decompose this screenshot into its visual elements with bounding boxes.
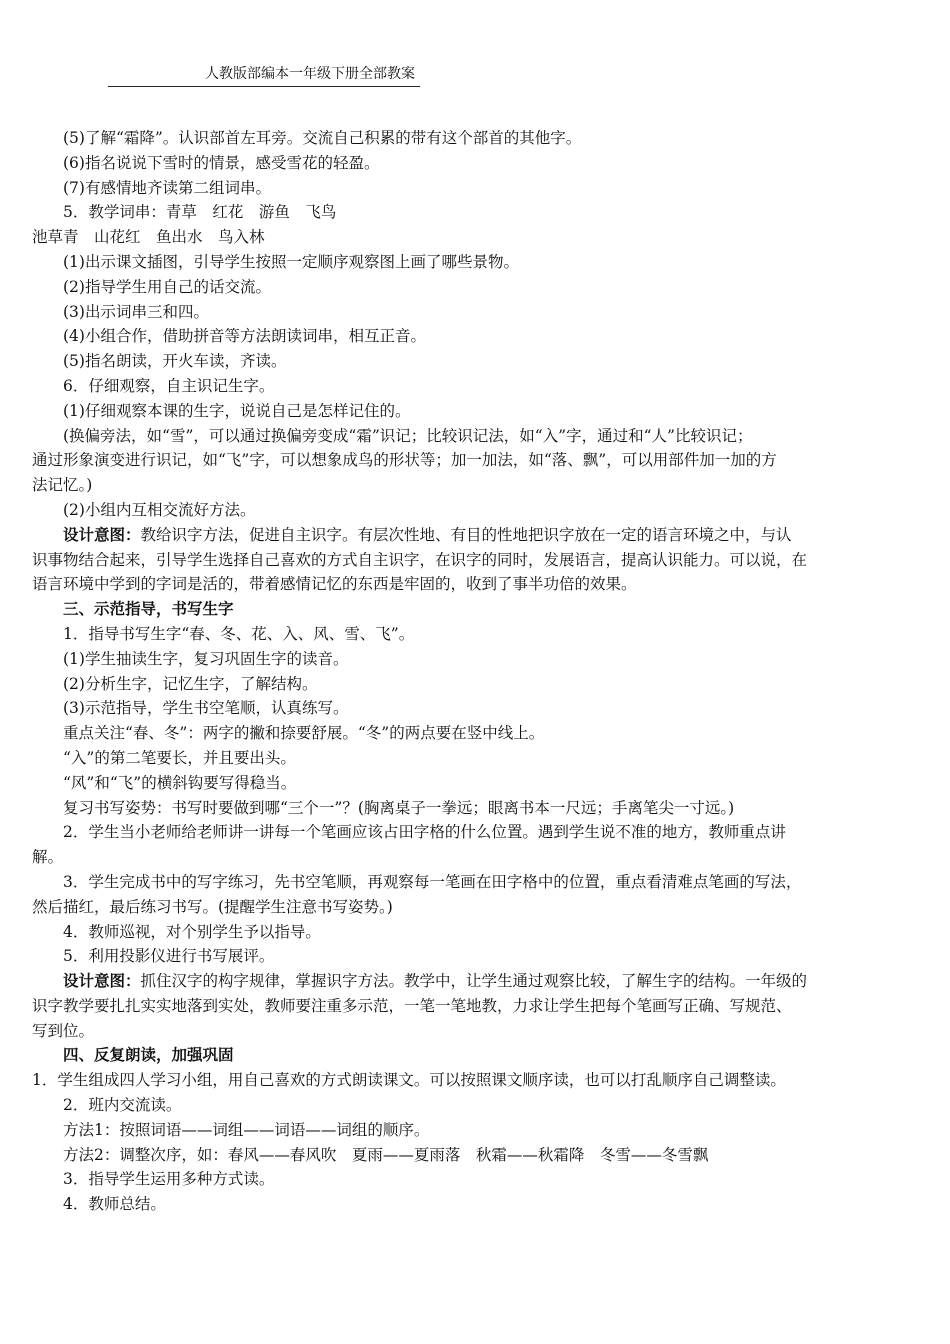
line-text: (换偏旁法，如“雪”，可以通过换偏旁变成“霜”识记；比较识记法，如“入”字，通过和“人”比较识记；: [63, 426, 753, 445]
text-line: [63, 126, 888, 151]
line-text: “入”的第二笔要长，并且要出头。: [63, 748, 296, 767]
line-text: 5．利用投影仪进行书写展评。: [63, 947, 275, 966]
line-text: (2)指导学生用自己的话交流。: [63, 277, 271, 296]
design-intent-label: 设计意图：: [63, 524, 141, 544]
line-text: 1．指导书写生字“春、冬、花、入、风、雪、飞”。: [63, 624, 415, 643]
text-line: [63, 696, 888, 721]
line-text: (2)分析生字，记忆生字，了解结构。: [63, 674, 318, 693]
text-line: [32, 845, 858, 870]
line-text: 方法1：按照词语——词组——词语——词组的顺序。: [63, 1120, 430, 1139]
text-line: [63, 523, 888, 548]
line-text: 2．班内交流读。: [63, 1096, 182, 1115]
section-heading: [63, 1043, 888, 1068]
text-line: [63, 647, 888, 672]
line-text: 4．教师总结。: [63, 1195, 166, 1214]
text-line: [32, 572, 858, 597]
line-text: (6)指名说说下雪时的情景，感受雪花的轻盈。: [63, 153, 380, 172]
line-text: (5)指名朗读，开火车读，齐读。: [63, 352, 287, 371]
line-text: 复习书写姿势：书写时要做到哪“三个一”？(胸离桌子一拳远；眼离书本一尺远；手离笔尖一寸远。): [63, 798, 735, 817]
text-line: [32, 448, 858, 473]
text-line: [63, 250, 888, 275]
line-text: 识事物结合起来，引导学生选择自己喜欢的方式自主识字，在识字的同时，发展语言，提高认识能力。可以说，在: [32, 550, 808, 569]
line-text: 1．学生组成四人学习小组，用自己喜欢的方式朗读课文。可以按照课文顺序读，也可以打乱顺序自己调整读。: [32, 1071, 786, 1090]
section-heading: [63, 597, 888, 622]
line-text: (3)示范指导，学生书空笔顺，认真练写。: [63, 699, 349, 718]
line-text: “风”和“飞”的横斜钩要写得稳当。: [63, 773, 297, 792]
design-intent-label: 设计意图：: [63, 971, 141, 991]
line-text: 6．仔细观察，自主识记生字。: [63, 376, 275, 395]
text-line: [63, 151, 888, 176]
line-text: 四、反复朗读，加强巩固: [63, 1045, 234, 1065]
line-text: 3．学生完成书中的写字练习，先书空笔顺，再观察每一笔画在田字格中的位置，重点看清难点笔画的写法，: [63, 872, 802, 891]
line-text: (7)有感情地齐读第二组词串。: [63, 178, 271, 197]
text-line: [63, 1167, 888, 1192]
text-line: [63, 349, 888, 374]
text-line: [63, 200, 888, 225]
text-line: [63, 275, 888, 300]
line-text: 池草青 山花红 鱼出水 鸟入林: [32, 228, 265, 247]
line-text: 教给识字方法，促进自主识字。有层次性地、有目的性地把识字放在一定的语言环境之中，与认: [140, 525, 792, 544]
text-line: [63, 1118, 888, 1143]
line-text: 重点关注“春、冬”：两字的撇和捺要舒展。“冬”的两点要在竖中线上。: [63, 724, 545, 743]
text-line: [63, 771, 888, 796]
header-title: 人教版部编本一年级下册全部教案: [205, 66, 415, 82]
line-text: (1)学生抽读生字，复习巩固生字的读音。: [63, 649, 349, 668]
line-text: 通过形象演变进行识记，如“飞”字，可以想象成鸟的形状等；加一加法，如“落、飘”，可以用部件加一加的方: [32, 451, 777, 470]
text-line: [63, 820, 888, 845]
text-line: [63, 796, 888, 821]
line-text: 三、示范指导，书写生字: [63, 599, 234, 619]
line-text: (5)了解“霜降”。认识部首左耳旁。交流自己积累的带有这个部首的其他字。: [63, 129, 582, 147]
text-line: [32, 548, 858, 573]
line-text: 4．教师巡视，对个别学生予以指导。: [63, 922, 321, 941]
text-line: [32, 1019, 858, 1044]
text-line: [63, 424, 888, 449]
text-line: [32, 1068, 858, 1093]
line-text: (1)仔细观察本课的生字，说说自己是怎样记住的。: [63, 401, 411, 420]
text-line: [63, 920, 888, 945]
text-line: [32, 225, 858, 250]
line-text: 识字教学要扎扎实实地落到实处，教师要注重多示范，一笔一笔地教，力求让学生把每个笔画写正确、写规范、: [32, 996, 792, 1015]
text-line: [63, 324, 888, 349]
text-line: [32, 473, 858, 498]
text-line: [63, 1143, 888, 1168]
line-text: 2．学生当小老师给老师讲一讲每一个笔画应该占田字格的什么位置。遇到学生说不准的地方，教师重点讲: [63, 823, 786, 842]
line-text: 然后描红，最后练习书写。(提醒学生注意书写姿势。): [32, 897, 393, 916]
line-text: 5．教学词串：青草 红花 游鱼 飞鸟: [63, 203, 337, 222]
line-text: 抓住汉字的构字规律，掌握识字方法。教学中，让学生通过观察比较，了解生字的结构。一年级的: [140, 972, 808, 991]
text-line: [63, 944, 888, 969]
line-text: 语言环境中学到的字词是活的，带着感情记忆的东西是牢固的，收到了事半功倍的效果。: [32, 575, 637, 594]
line-text: (4)小组合作，借助拼音等方法朗读词串，相互正音。: [63, 327, 426, 346]
text-line: [32, 994, 858, 1019]
line-text: 解。: [32, 848, 64, 867]
text-line: [63, 176, 888, 201]
document-body: [32, 126, 888, 1217]
line-text: (2)小组内互相交流好方法。: [63, 500, 256, 519]
text-line: [63, 300, 888, 325]
text-line: [32, 895, 858, 920]
text-line: [63, 969, 888, 994]
line-text: (3)出示词串三和四。: [63, 302, 209, 321]
text-line: [63, 399, 888, 424]
text-line: [63, 1093, 888, 1118]
line-text: 方法2：调整次序，如：春风——春风吹 夏雨——夏雨落 秋霜——秋霜降 冬雪——冬雪飘: [63, 1145, 709, 1164]
line-text: 3．指导学生运用多种方式读。: [63, 1170, 275, 1189]
line-text: (1)出示课文插图，引导学生按照一定顺序观察图上画了哪些景物。: [63, 252, 519, 271]
text-line: [63, 1192, 888, 1217]
text-line: [63, 746, 888, 771]
page-header: [108, 64, 420, 87]
text-line: [63, 622, 888, 647]
text-line: [63, 374, 888, 399]
text-line: [63, 498, 888, 523]
text-line: [63, 672, 888, 697]
text-line: [63, 870, 888, 895]
text-line: [63, 721, 888, 746]
line-text: 法记忆。): [32, 476, 93, 495]
line-text: 写到位。: [32, 1021, 95, 1040]
